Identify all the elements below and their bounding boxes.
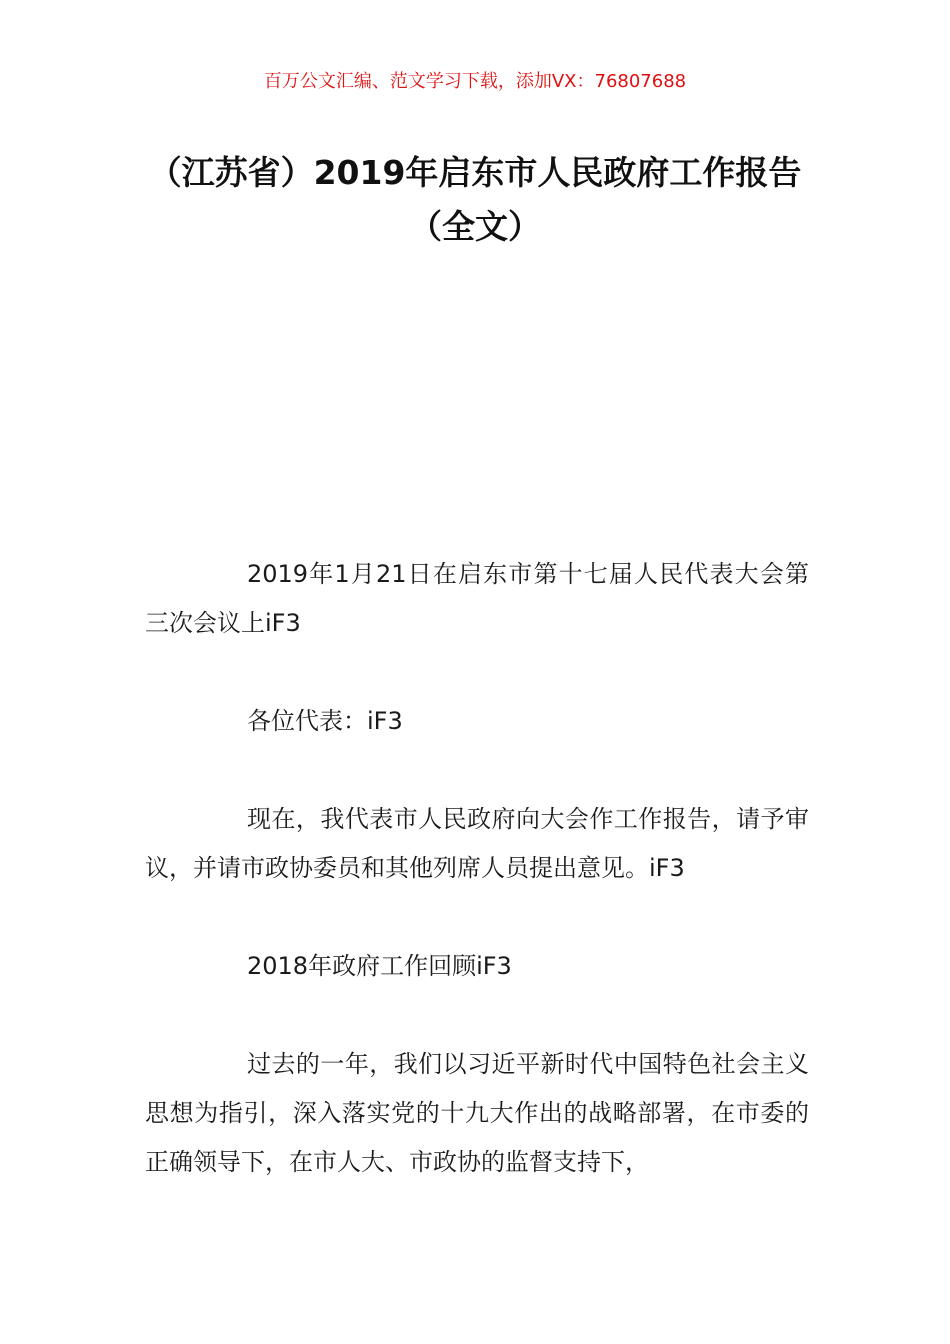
- section-heading-review: 2018年政府工作回顾iF3: [247, 952, 512, 980]
- document-title: （江苏省）2019年启东市人民政府工作报告（全文）: [148, 153, 802, 246]
- paragraph-meeting-info: 2019年1月21日在启东市第十七届人民代表大会第三次会议上iF3: [145, 560, 809, 637]
- header-promo-note: 百万公文汇编、范文学习下载，添加VX：76807688: [263, 71, 687, 92]
- paragraph-salutation: 各位代表：iF3: [247, 707, 403, 735]
- paragraph-review-start: 过去的一年，我们以习近平新时代中国特色社会主义思想为指引，深入落实党的十九大作出的战略部署，在市委的正确领导下，在市人大、市政协的监督支持下，: [145, 1050, 809, 1176]
- document-body: [145, 550, 809, 1236]
- paragraph-intro: 现在，我代表市人民政府向大会作工作报告，请予审议，并请市政协委员和其他列席人员提出意见。iF3: [145, 805, 809, 882]
